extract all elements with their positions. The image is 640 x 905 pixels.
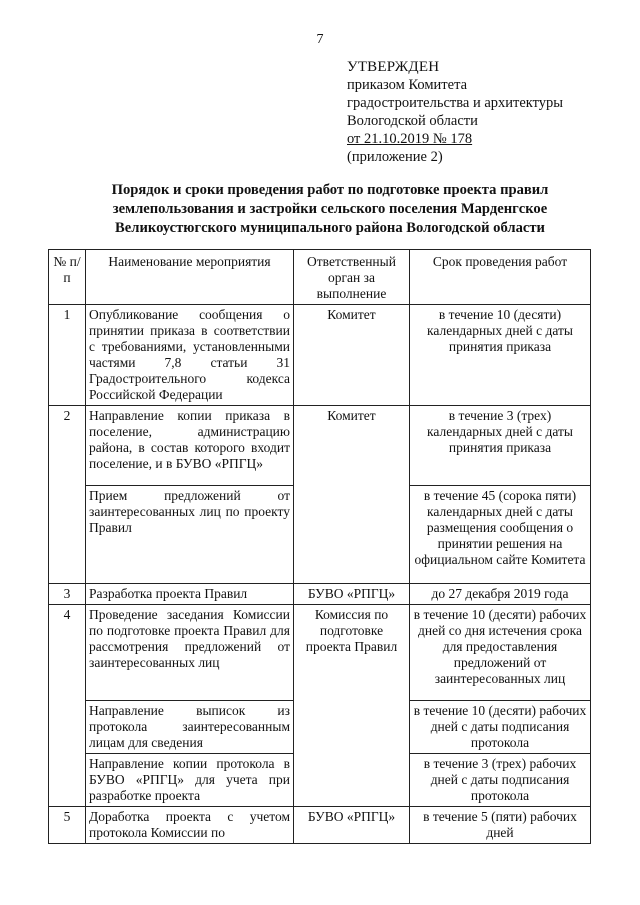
- row-activity: Направление копии приказа в поселение, администрацию района, в состав которого входит поселение, и в БУВО «РПГЦ»: [86, 406, 294, 486]
- row-num: 5: [49, 807, 86, 844]
- approval-line-2: градостроительства и архитектуры: [347, 95, 564, 111]
- row-activity: Доработка проекта с учетом протокола Комиссии по: [86, 807, 294, 844]
- row-responsible: Комиссия по подготовке проекта Правил: [294, 605, 410, 807]
- row-num: 2: [49, 406, 86, 584]
- row-activity: Проведение заседания Комиссии по подготовке проекта Правил для рассмотрения предложений от заинтересованных лиц: [86, 605, 294, 701]
- approval-line-3: Вологодской области: [347, 113, 478, 129]
- page-number: 7: [316, 32, 324, 47]
- row-responsible: БУВО «РПГЦ»: [294, 584, 410, 605]
- row-activity: Разработка проекта Правил: [86, 584, 294, 605]
- header-activity: Наименование мероприятия: [86, 250, 294, 305]
- table-row: [49, 605, 591, 701]
- row-term: в течение 3 (трех) рабочих дней с даты подписания протокола: [410, 754, 591, 807]
- row-term: в течение 10 (десяти) календарных дней с даты принятия приказа: [410, 305, 591, 406]
- approval-line-1: приказом Комитета: [347, 77, 468, 93]
- document-title: [70, 181, 590, 238]
- header-num: № п/п: [49, 250, 86, 305]
- table-row: [49, 807, 591, 844]
- row-num: 3: [49, 584, 86, 605]
- row-term: в течение 10 (десяти) рабочих дней с даты подписания протокола: [410, 701, 591, 754]
- header-term: Срок проведения работ: [410, 250, 591, 305]
- row-term: в течение 45 (сорока пяти) календарных дней с даты размещения сообщения о принятии решения на официальном сайте Комитета: [410, 486, 591, 584]
- row-term: в течение 5 (пяти) рабочих дней: [410, 807, 591, 844]
- row-term: в течение 10 (десяти) рабочих дней со дня истечения срока для предоставления предложений от заинтересованных лиц: [410, 605, 591, 701]
- document-title-line-1: Порядок и сроки проведения работ по подготовке проекта правил: [111, 182, 549, 198]
- approval-title: УТВЕРЖДЕН: [347, 59, 440, 75]
- header-responsible: Ответственный орган за выполнение: [294, 250, 410, 305]
- row-num: 1: [49, 305, 86, 406]
- row-activity: Направление копии протокола в БУВО «РПГЦ» для учета при разработке проекта: [86, 754, 294, 807]
- table-row: [49, 406, 591, 486]
- row-responsible: БУВО «РПГЦ»: [294, 807, 410, 844]
- row-activity: Прием предложений от заинтересованных лиц по проекту Правил: [86, 486, 294, 584]
- approval-appendix: (приложение 2): [347, 149, 443, 165]
- row-activity: Опубликование сообщения о принятии приказа в соответствии с требованиями, установленными частями 7,8 статьи 31 Градостроительного кодекса Российской Федерации: [86, 305, 294, 406]
- table-header-row: [49, 250, 591, 305]
- row-responsible: Комитет: [294, 305, 410, 406]
- row-responsible: Комитет: [294, 406, 410, 584]
- approval-date-number: от 21.10.2019 № 178: [347, 131, 473, 147]
- document-title-line-3: Великоустюгского муниципального района Вологодской области: [115, 220, 545, 236]
- table-row: [49, 584, 591, 605]
- row-activity: Направление выписок из протокола заинтересованным лицам для сведения: [86, 701, 294, 754]
- row-num: 4: [49, 605, 86, 807]
- row-term: до 27 декабря 2019 года: [410, 584, 591, 605]
- approval-block: [347, 58, 563, 166]
- table-row: [49, 305, 591, 406]
- document-title-line-2: землепользования и застройки сельского поселения Марденгское: [112, 201, 548, 217]
- row-term: в течение 3 (трех) календарных дней с даты принятия приказа: [410, 406, 591, 486]
- schedule-table: [48, 249, 591, 844]
